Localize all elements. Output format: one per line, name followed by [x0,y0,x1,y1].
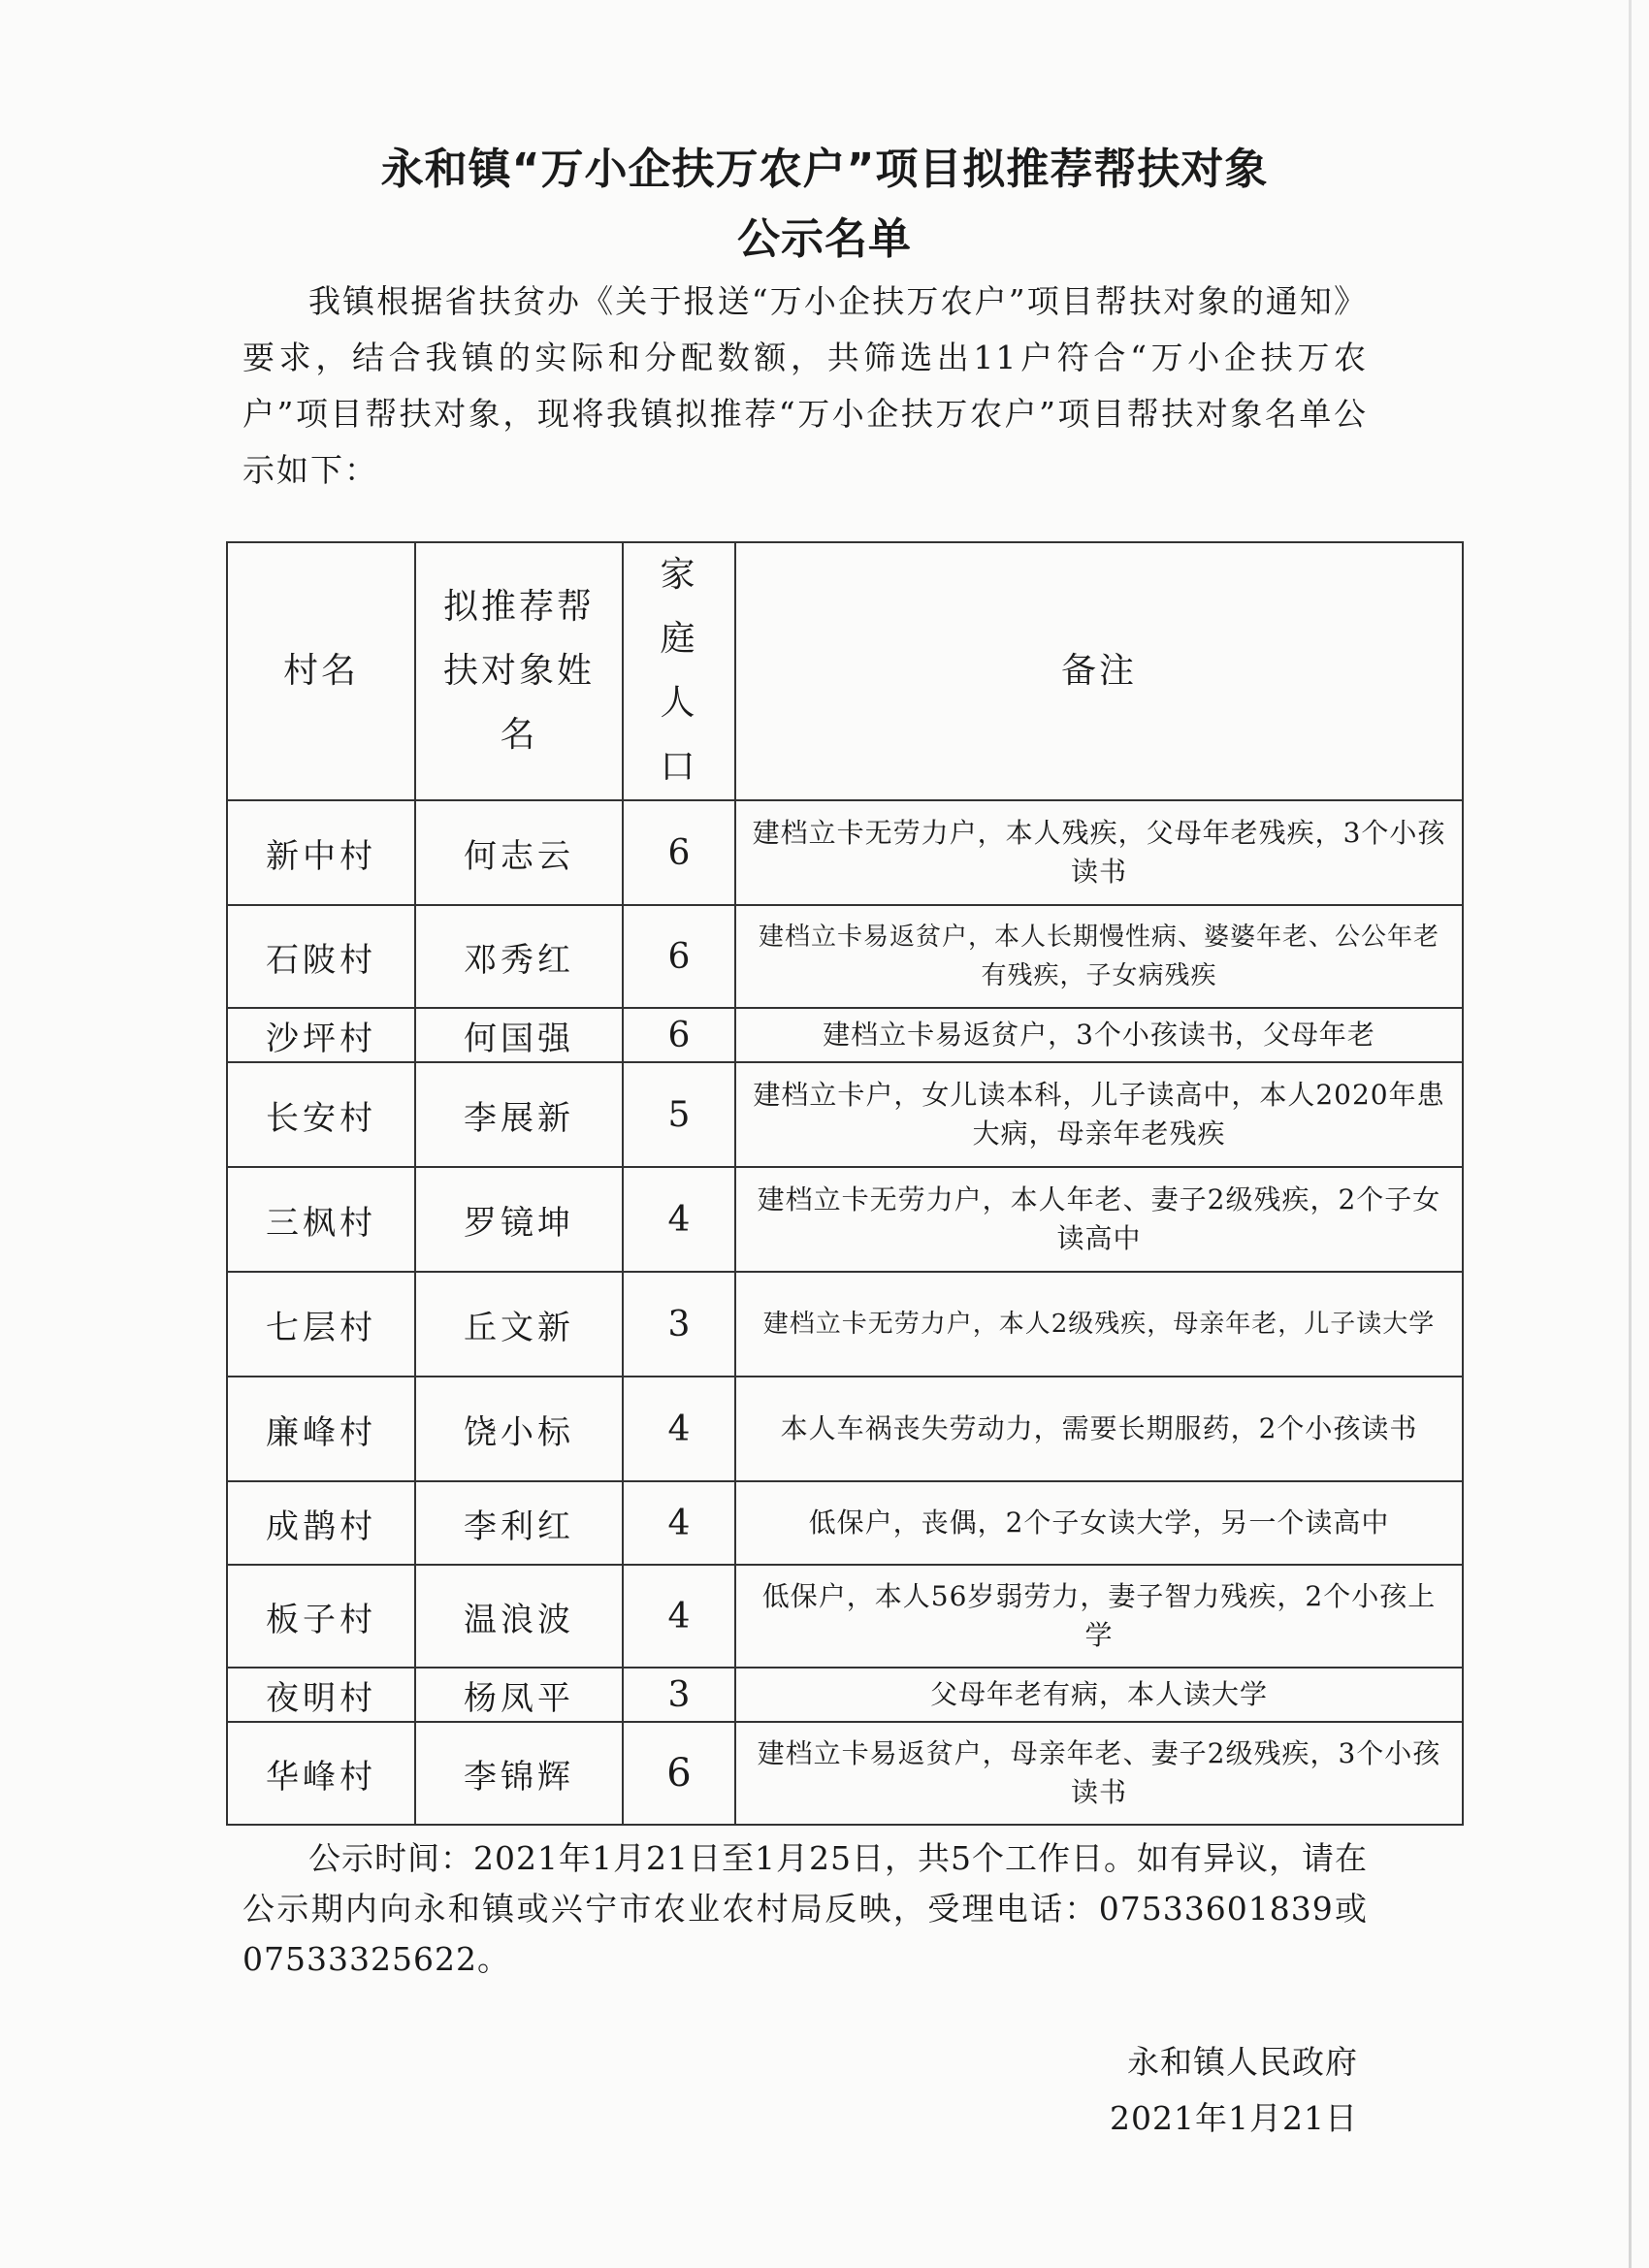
village-cell: 石陂村 [227,905,415,1008]
village-cell: 廉峰村 [227,1377,415,1481]
count-cell: 3 [623,1272,735,1377]
header-village: 村名 [227,542,415,800]
table-row [227,1062,1463,1167]
village-cell: 新中村 [227,800,415,905]
note-cell: 低保户，本人56岁弱劳力，妻子智力残疾，2个小孩上学 [735,1565,1463,1668]
table-row [227,1565,1463,1668]
note-cell: 本人车祸丧失劳动力，需要长期服药，2个小孩读书 [735,1377,1463,1481]
header-note: 备注 [735,542,1463,800]
count-cell: 6 [623,1008,735,1062]
notice-period-paragraph: 公示时间：2021年1月21日至1月25日，共5个工作日。如有异议，请在公示期内向永和镇或兴宁市农业农村局反映，受理电话：07533601839或07533325622。 [242,1839,1368,1978]
table-row [227,1722,1463,1825]
count-cell: 4 [623,1377,735,1481]
village-cell: 七层村 [227,1272,415,1377]
table-row [227,1668,1463,1722]
name-cell: 邓秀红 [415,905,623,1008]
name-cell: 何国强 [415,1008,623,1062]
table-row [227,1377,1463,1481]
page-subtitle: 公示名单 [737,214,912,264]
name-cell: 李锦辉 [415,1722,623,1825]
name-cell: 罗镜坤 [415,1167,623,1272]
count-cell: 4 [623,1481,735,1565]
count-cell: 4 [623,1167,735,1272]
table-row [227,1167,1463,1272]
name-cell: 饶小标 [415,1377,623,1481]
note-cell: 建档立卡无劳力户，本人2级残疾，母亲年老，儿子读大学 [735,1272,1463,1377]
name-cell: 杨凤平 [415,1668,623,1722]
name-cell: 丘文新 [415,1272,623,1377]
table-row [227,1272,1463,1377]
table-row [227,1008,1463,1062]
signature-org: 永和镇人民政府 [1127,2043,1358,2081]
count-cell: 3 [623,1668,735,1722]
note-cell: 建档立卡户，女儿读本科，儿子读高中，本人2020年患大病，母亲年老残疾 [735,1062,1463,1167]
count-cell: 4 [623,1565,735,1668]
village-cell: 成鹊村 [227,1481,415,1565]
count-cell: 6 [623,1722,735,1825]
note-cell: 低保户，丧偶，2个子女读大学，另一个读高中 [735,1481,1463,1565]
village-cell: 夜明村 [227,1668,415,1722]
name-cell: 何志云 [415,800,623,905]
village-cell: 板子村 [227,1565,415,1668]
beneficiary-table [226,541,1464,1826]
village-cell: 华峰村 [227,1722,415,1825]
note-cell: 建档立卡无劳力户，本人残疾，父母年老残疾，3个小孩读书 [735,800,1463,905]
name-cell: 李利红 [415,1481,623,1565]
name-cell: 温浪波 [415,1565,623,1668]
count-cell: 5 [623,1062,735,1167]
note-cell: 父母年老有病，本人读大学 [735,1668,1463,1722]
count-cell: 6 [623,905,735,1008]
note-cell: 建档立卡易返贫户，本人长期慢性病、婆婆年老、公公年老有残疾，子女病残疾 [735,905,1463,1008]
table-row [227,1481,1463,1565]
table-header-row [227,542,1463,800]
note-cell: 建档立卡无劳力户，本人年老、妻子2级残疾，2个子女读高中 [735,1167,1463,1272]
village-cell: 长安村 [227,1062,415,1167]
count-cell: 6 [623,800,735,905]
table-row [227,800,1463,905]
village-cell: 沙坪村 [227,1008,415,1062]
header-name: 拟推荐帮扶对象姓名 [415,542,623,800]
page-title: 永和镇“万小企扶万农户”项目拟推荐帮扶对象 [380,145,1269,194]
table-row [227,905,1463,1008]
note-cell: 建档立卡易返贫户，3个小孩读书，父母年老 [735,1008,1463,1062]
note-cell: 建档立卡易返贫户，母亲年老、妻子2级残疾，3个小孩读书 [735,1722,1463,1825]
signature-date: 2021年1月21日 [1110,2099,1358,2137]
header-count: 家庭人口 [623,542,735,800]
scan-edge [1629,0,1632,2268]
intro-paragraph: 我镇根据省扶贫办《关于报送“万小企扶万农户”项目帮扶对象的通知》要求，结合我镇的实际和分配数额，共筛选出11户符合“万小企扶万农户”项目帮扶对象，现将我镇拟推荐“万小企扶万农户”项目帮扶对象名单公示如下： [242,282,1368,489]
village-cell: 三枫村 [227,1167,415,1272]
name-cell: 李展新 [415,1062,623,1167]
